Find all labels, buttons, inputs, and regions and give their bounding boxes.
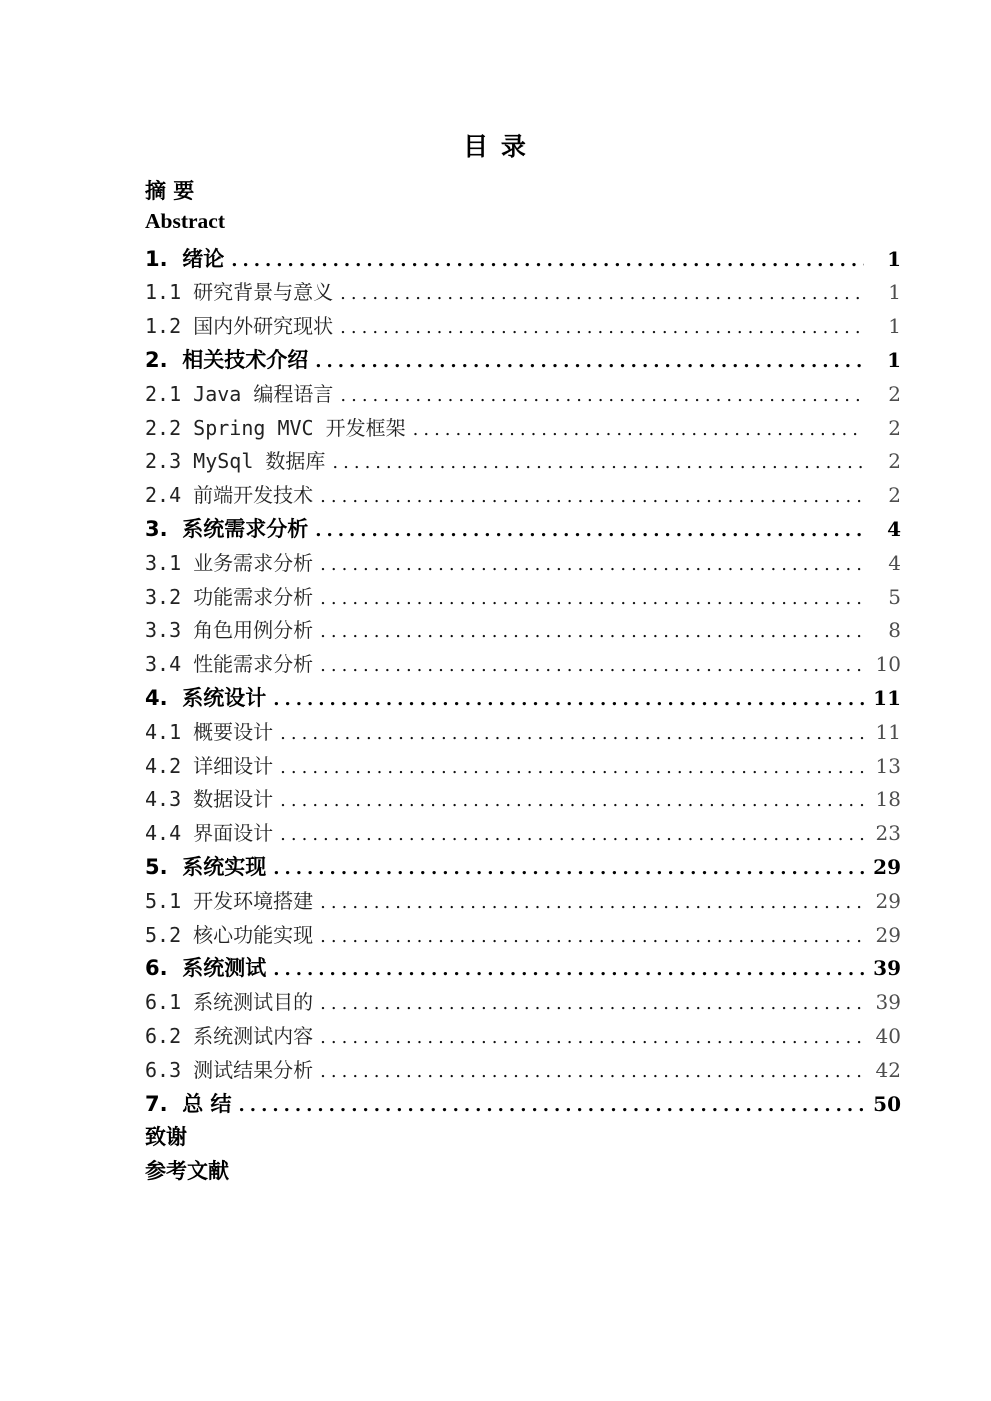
toc-entry-page: 4 — [888, 550, 901, 575]
toc-entry-page: 40 — [875, 1023, 901, 1048]
toc-leader-dots — [280, 824, 864, 845]
toc-entry[interactable] — [145, 276, 901, 310]
toc-leader-dots — [320, 892, 864, 913]
toc-leader-dots — [340, 317, 864, 338]
toc-leader-dots — [239, 1095, 864, 1116]
toc-entry-label: 7. 总 结 — [145, 1091, 232, 1116]
toc-leader-dots — [280, 790, 864, 811]
toc-entry-label: 3.1 业务需求分析 — [145, 550, 314, 575]
toc-entry — [145, 175, 901, 209]
toc-entry-label: 1. 绪论 — [145, 246, 225, 271]
toc-entry-page: 1 — [888, 314, 901, 339]
toc-entry[interactable] — [145, 479, 901, 513]
toc-entry-label: 2.2 Spring MVC 开发框架 — [145, 415, 406, 440]
toc-entry[interactable] — [145, 986, 901, 1020]
toc-entry[interactable] — [145, 851, 901, 885]
toc-entry[interactable] — [145, 1088, 901, 1122]
toc-entry-label: 2.3 MySql 数据库 — [145, 449, 326, 474]
toc-entry-label: 5.2 核心功能实现 — [145, 922, 314, 947]
toc-entry-label: 5.1 开发环境搭建 — [145, 888, 314, 913]
toc-entry-label: 致谢 — [145, 1125, 187, 1150]
toc-entry[interactable] — [145, 817, 901, 851]
toc-leader-dots — [320, 1027, 864, 1048]
toc-entry — [145, 1121, 901, 1155]
toc-entry-label: 4.1 概要设计 — [145, 719, 274, 744]
toc-entry-page: 39 — [873, 956, 901, 981]
toc-entry-page: 11 — [873, 685, 901, 710]
toc-entry-label: 4. 系统设计 — [145, 685, 267, 710]
toc-entry-page: 1 — [887, 347, 901, 372]
toc-entry-page: 39 — [875, 990, 901, 1015]
toc-entry-label: 6.1 系统测试目的 — [145, 990, 314, 1015]
toc-entry-page: 2 — [888, 449, 901, 474]
toc-entry-label: 3.2 功能需求分析 — [145, 584, 314, 609]
toc-leader-dots — [320, 1061, 864, 1082]
toc-entry[interactable] — [145, 614, 901, 648]
toc-entry-label: 摘 要 — [145, 179, 195, 203]
toc-entry-label: 1.2 国内外研究现状 — [145, 314, 334, 339]
toc-entry-label: 参考文献 — [145, 1159, 229, 1184]
toc-entry-page: 42 — [875, 1057, 901, 1082]
toc-entry-label: 4.2 详细设计 — [145, 753, 274, 778]
toc-leader-dots — [273, 858, 864, 879]
toc-leader-dots — [413, 419, 864, 440]
toc-entry-page: 23 — [875, 821, 901, 846]
toc-entry-page: 50 — [873, 1091, 901, 1116]
toc-leader-dots — [320, 655, 864, 676]
toc-entry-page: 1 — [888, 280, 901, 305]
toc-entry-label: 6.2 系统测试内容 — [145, 1023, 314, 1048]
toc-entry-label: 2.4 前端开发技术 — [145, 483, 314, 508]
toc-entry-label: 3.4 性能需求分析 — [145, 652, 314, 677]
toc-entry-page: 29 — [875, 922, 901, 947]
toc-leader-dots — [320, 486, 864, 507]
toc-leader-dots — [320, 554, 864, 575]
toc-entry[interactable] — [145, 885, 901, 919]
toc-entry[interactable] — [145, 1054, 901, 1088]
toc-leader-dots — [280, 723, 864, 744]
toc-entry[interactable] — [145, 581, 901, 615]
toc-entry[interactable] — [145, 952, 901, 986]
toc-entry-label: 3.3 角色用例分析 — [145, 618, 314, 643]
toc-entry-label: 6. 系统测试 — [145, 956, 267, 981]
toc-entry[interactable] — [145, 412, 901, 446]
toc-entry-label: 5. 系统实现 — [145, 854, 267, 879]
toc-leader-dots — [315, 351, 864, 372]
toc-leader-dots — [280, 757, 864, 778]
toc-entry-page: 2 — [888, 415, 901, 440]
toc-leader-dots — [231, 250, 864, 271]
toc-entry-page: 11 — [875, 719, 901, 744]
toc-entry[interactable] — [145, 783, 901, 817]
toc-entry[interactable] — [145, 750, 901, 784]
toc-entry — [145, 209, 901, 243]
toc-entry-label: 4.3 数据设计 — [145, 787, 274, 812]
toc-entry[interactable] — [145, 445, 901, 479]
toc-entry[interactable] — [145, 1020, 901, 1054]
toc-entry[interactable] — [145, 919, 901, 953]
toc-leader-dots — [332, 452, 864, 473]
toc-entry[interactable] — [145, 344, 901, 378]
toc-entry[interactable] — [145, 378, 901, 412]
toc-leader-dots — [315, 520, 864, 541]
toc-entry[interactable] — [145, 310, 901, 344]
toc-entry-page: 18 — [875, 787, 901, 812]
toc-entry[interactable] — [145, 513, 901, 547]
toc-entry[interactable] — [145, 682, 901, 716]
toc-leader-dots — [273, 959, 864, 980]
toc-entry[interactable] — [145, 648, 901, 682]
toc-title: 目 录 — [463, 132, 528, 161]
toc-entry-page: 1 — [887, 246, 901, 271]
toc-entry-page: 4 — [887, 516, 901, 541]
toc-leader-dots — [320, 621, 864, 642]
toc-leader-dots — [340, 385, 864, 406]
toc-entry-page: 5 — [888, 584, 901, 609]
toc-leader-dots — [320, 588, 864, 609]
toc-entry — [145, 1155, 901, 1189]
toc-entry-label: 2.1 Java 编程语言 — [145, 381, 334, 406]
toc-leader-dots — [320, 926, 864, 947]
toc-leader-dots — [320, 993, 864, 1014]
toc-entry-page: 29 — [875, 888, 901, 913]
toc-entry[interactable] — [145, 547, 901, 581]
toc-list — [0, 175, 991, 1189]
toc-entry[interactable] — [145, 716, 901, 750]
toc-entry-page: 8 — [888, 618, 901, 643]
toc-entry-label: Abstract — [145, 208, 226, 233]
toc-entry-page: 10 — [875, 652, 901, 677]
toc-leader-dots — [340, 283, 864, 304]
toc-entry-label: 4.4 界面设计 — [145, 821, 274, 846]
toc-entry-page: 2 — [888, 483, 901, 508]
toc-entry-page: 13 — [875, 753, 901, 778]
toc-leader-dots — [273, 689, 864, 710]
toc-entry-label: 6.3 测试结果分析 — [145, 1057, 314, 1082]
toc-entry[interactable] — [145, 243, 901, 277]
toc-entry-label: 3. 系统需求分析 — [145, 516, 309, 541]
toc-entry-label: 1.1 研究背景与意义 — [145, 280, 334, 305]
toc-entry-label: 2. 相关技术介绍 — [145, 347, 309, 372]
toc-entry-page: 29 — [873, 854, 901, 879]
toc-entry-page: 2 — [888, 381, 901, 406]
